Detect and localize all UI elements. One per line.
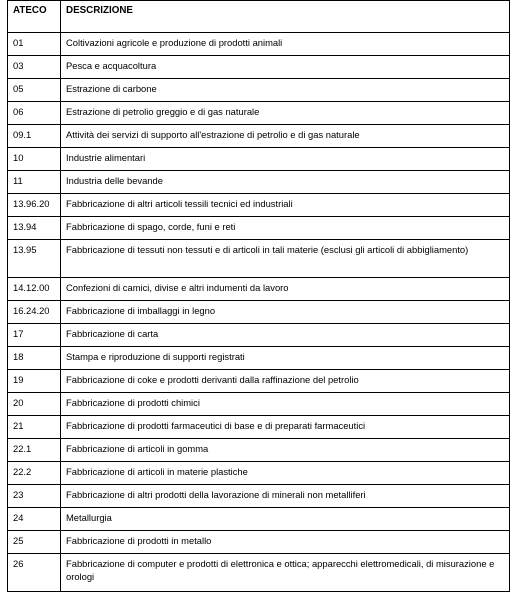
ateco-code-cell: 13.95: [8, 240, 61, 278]
ateco-code-cell: 23: [8, 485, 61, 508]
ateco-code-cell: 25: [8, 531, 61, 554]
table-row: [8, 439, 510, 462]
table-row: [8, 554, 510, 592]
description-cell: Stampa e riproduzione di supporti registrati: [61, 347, 510, 370]
table-row: [8, 416, 510, 439]
ateco-code-cell: 18: [8, 347, 61, 370]
ateco-code-cell: 11: [8, 171, 61, 194]
ateco-code-cell: 20: [8, 393, 61, 416]
ateco-code-cell: 16.24.20: [8, 301, 61, 324]
table-row: [8, 508, 510, 531]
ateco-code-cell: 17: [8, 324, 61, 347]
table-row: [8, 102, 510, 125]
ateco-code-cell: 22.1: [8, 439, 61, 462]
description-cell: Pesca e acquacoltura: [61, 56, 510, 79]
ateco-code-cell: 01: [8, 33, 61, 56]
description-cell: Fabbricazione di carta: [61, 324, 510, 347]
ateco-table-container: [7, 0, 509, 592]
description-cell: Confezioni di camici, divise e altri indumenti da lavoro: [61, 278, 510, 301]
table-row: [8, 531, 510, 554]
table-row: [8, 125, 510, 148]
ateco-code-cell: 19: [8, 370, 61, 393]
description-cell: Fabbricazione di altri articoli tessili tecnici ed industriali: [61, 194, 510, 217]
table-row: [8, 393, 510, 416]
description-cell: Fabbricazione di spago, corde, funi e reti: [61, 217, 510, 240]
description-cell: Fabbricazione di coke e prodotti derivanti dalla raffinazione del petrolio: [61, 370, 510, 393]
ateco-table: [7, 0, 510, 592]
ateco-code-cell: 10: [8, 148, 61, 171]
ateco-code-cell: 13.96.20: [8, 194, 61, 217]
header-ateco: ATECO: [8, 1, 61, 33]
description-cell: Fabbricazione di articoli in gomma: [61, 439, 510, 462]
table-body: [8, 33, 510, 592]
description-cell: Fabbricazione di imballaggi in legno: [61, 301, 510, 324]
table-header-row: [8, 1, 510, 33]
description-cell: Coltivazioni agricole e produzione di prodotti animali: [61, 33, 510, 56]
ateco-code-cell: 24: [8, 508, 61, 531]
description-cell: Estrazione di carbone: [61, 79, 510, 102]
ateco-code-cell: 22.2: [8, 462, 61, 485]
table-row: [8, 485, 510, 508]
description-cell: Metallurgia: [61, 508, 510, 531]
header-descrizione: DESCRIZIONE: [61, 1, 510, 33]
ateco-code-cell: 06: [8, 102, 61, 125]
ateco-code-cell: 13.94: [8, 217, 61, 240]
description-cell: Fabbricazione di tessuti non tessuti e di articoli in tali materie (esclusi gli articoli di abbigliamento): [61, 240, 510, 278]
table-row: [8, 347, 510, 370]
ateco-code-cell: 03: [8, 56, 61, 79]
ateco-code-cell: 14.12.00: [8, 278, 61, 301]
ateco-code-cell: 05: [8, 79, 61, 102]
table-row: [8, 148, 510, 171]
description-cell: Fabbricazione di prodotti farmaceutici di base e di preparati farmaceutici: [61, 416, 510, 439]
table-row: [8, 194, 510, 217]
description-cell: Fabbricazione di articoli in materie plastiche: [61, 462, 510, 485]
table-row: [8, 370, 510, 393]
ateco-code-cell: 21: [8, 416, 61, 439]
description-cell: Fabbricazione di altri prodotti della lavorazione di minerali non metalliferi: [61, 485, 510, 508]
table-row: [8, 217, 510, 240]
description-cell: Fabbricazione di prodotti in metallo: [61, 531, 510, 554]
ateco-code-cell: 09.1: [8, 125, 61, 148]
description-cell: Estrazione di petrolio greggio e di gas naturale: [61, 102, 510, 125]
table-row: [8, 33, 510, 56]
description-cell: Fabbricazione di computer e prodotti di elettronica e ottica; apparecchi elettromedicali, di misurazione e orologi: [61, 554, 510, 592]
table-row: [8, 462, 510, 485]
ateco-code-cell: 26: [8, 554, 61, 592]
table-row: [8, 278, 510, 301]
table-row: [8, 240, 510, 278]
table-row: [8, 301, 510, 324]
table-row: [8, 56, 510, 79]
description-cell: Fabbricazione di prodotti chimici: [61, 393, 510, 416]
description-cell: Attività dei servizi di supporto all'estrazione di petrolio e di gas naturale: [61, 125, 510, 148]
table-row: [8, 79, 510, 102]
table-row: [8, 324, 510, 347]
description-cell: Industria delle bevande: [61, 171, 510, 194]
table-row: [8, 171, 510, 194]
description-cell: Industrie alimentari: [61, 148, 510, 171]
